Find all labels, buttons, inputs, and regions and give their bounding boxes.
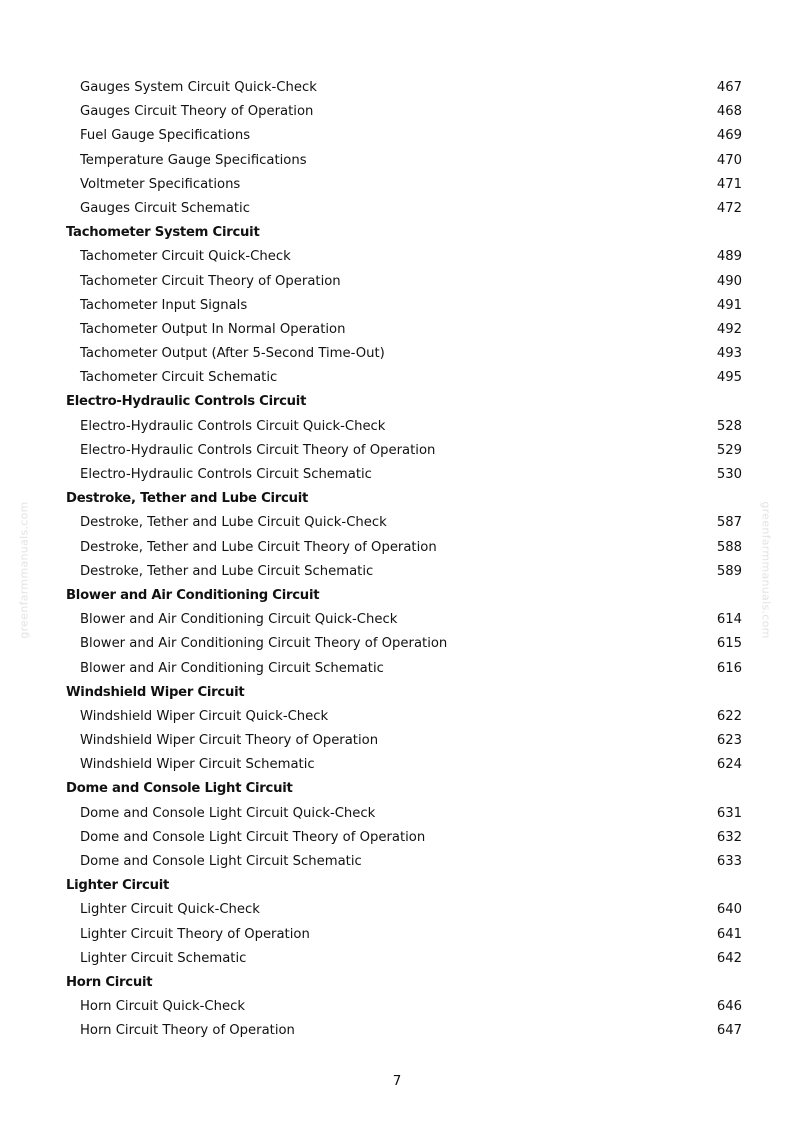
entry-title: Gauges Circuit Schematic — [80, 200, 250, 216]
toc-entry — [0, 294, 794, 318]
entry-title: Lighter Circuit Quick-Check — [80, 902, 260, 918]
toc-entry — [0, 270, 794, 294]
entry-title: Gauges System Circuit Quick-Check — [80, 80, 317, 95]
entry-page-number: 470 — [716, 152, 742, 168]
entry-title: Lighter Circuit Schematic — [80, 950, 247, 966]
entry-title: Blower and Air Conditioning Circuit Quick-Check — [80, 612, 398, 628]
entry-title: Windshield Wiper Circuit Schematic — [80, 757, 315, 773]
section-title: Dome and Console Light Circuit — [66, 781, 293, 797]
toc-entry — [0, 657, 794, 681]
entry-page-number: 471 — [716, 176, 742, 192]
toc-section-heading — [0, 584, 794, 608]
entry-title: Windshield Wiper Circuit Theory of Operation — [80, 733, 379, 749]
entry-title: Destroke, Tether and Lube Circuit Quick-Check — [80, 515, 387, 531]
entry-page-number: 588 — [716, 539, 742, 555]
watermark-left: greenfarmmanuals.com — [17, 501, 31, 639]
entry-title: Dome and Console Light Circuit Schematic — [80, 854, 362, 869]
toc-entry — [0, 898, 794, 922]
toc-entry — [0, 173, 794, 197]
section-title: Blower and Air Conditioning Circuit — [66, 587, 320, 603]
section-title: Windshield Wiper Circuit — [66, 684, 245, 700]
toc-entry — [0, 705, 794, 729]
toc-entry — [0, 439, 794, 463]
entry-page-number: 632 — [716, 829, 742, 845]
entry-title: Horn Circuit Quick-Check — [80, 999, 245, 1015]
toc-entry — [0, 197, 794, 221]
toc-section-heading — [0, 681, 794, 705]
entry-title: Dome and Console Light Circuit Quick-Check — [80, 805, 376, 821]
entry-title: Electro-Hydraulic Controls Circuit Schematic — [80, 467, 372, 482]
entry-title: Dome and Console Light Circuit Theory of Operation — [80, 829, 426, 845]
toc-entry — [0, 850, 794, 874]
section-title: Destroke, Tether and Lube Circuit — [66, 491, 309, 507]
entry-page-number: 468 — [716, 104, 742, 120]
entry-page-number: 530 — [716, 467, 742, 482]
toc-entry — [0, 415, 794, 439]
toc-entry — [0, 318, 794, 342]
entry-title: Tachometer Input Signals — [80, 297, 248, 313]
entry-page-number: 529 — [716, 442, 742, 458]
toc-entry — [0, 608, 794, 632]
entry-title: Gauges Circuit Theory of Operation — [80, 104, 314, 120]
entry-page-number: 491 — [716, 297, 742, 313]
section-title: Horn Circuit — [66, 974, 153, 990]
entry-page-number: 647 — [716, 1023, 742, 1039]
toc-entry — [0, 995, 794, 1019]
entry-title: Horn Circuit Theory of Operation — [80, 1023, 295, 1039]
entry-title: Temperature Gauge Specifications — [80, 152, 307, 168]
toc-entry — [0, 366, 794, 390]
table-of-contents — [0, 76, 794, 1044]
toc-entry — [0, 729, 794, 753]
entry-title: Blower and Air Conditioning Circuit Theory of Operation — [80, 636, 448, 652]
entry-title: Tachometer Output In Normal Operation — [80, 321, 346, 337]
entry-page-number: 587 — [716, 515, 742, 531]
toc-entry — [0, 802, 794, 826]
toc-section-heading — [0, 874, 794, 898]
toc-entry — [0, 947, 794, 971]
entry-page-number: 631 — [716, 805, 742, 821]
section-title: Tachometer System Circuit — [66, 225, 260, 241]
toc-section-heading — [0, 777, 794, 801]
entry-page-number: 633 — [716, 854, 742, 869]
toc-entry — [0, 753, 794, 777]
toc-entry — [0, 826, 794, 850]
entry-title: Electro-Hydraulic Controls Circuit Quick-Check — [80, 418, 386, 434]
toc-section-heading — [0, 221, 794, 245]
entry-title: Voltmeter Specifications — [80, 176, 241, 192]
entry-page-number: 495 — [716, 370, 742, 386]
section-title: Electro-Hydraulic Controls Circuit — [66, 394, 307, 410]
entry-page-number: 472 — [716, 200, 742, 216]
toc-entry — [0, 560, 794, 584]
toc-entry — [0, 511, 794, 535]
toc-entry — [0, 124, 794, 148]
page-number: 7 — [392, 1073, 402, 1089]
entry-title: Electro-Hydraulic Controls Circuit Theory of Operation — [80, 442, 436, 458]
toc-entry — [0, 1019, 794, 1043]
entry-title: Blower and Air Conditioning Circuit Schematic — [80, 660, 384, 676]
entry-page-number: 492 — [716, 321, 742, 337]
entry-page-number: 489 — [716, 249, 742, 265]
toc-entry — [0, 923, 794, 947]
entry-title: Tachometer Circuit Theory of Operation — [80, 273, 341, 289]
toc-section-heading — [0, 971, 794, 995]
entry-page-number: 640 — [716, 902, 742, 918]
toc-entry — [0, 463, 794, 487]
entry-page-number: 623 — [716, 733, 742, 749]
entry-title: Tachometer Circuit Schematic — [80, 370, 278, 386]
entry-title: Windshield Wiper Circuit Quick-Check — [80, 708, 329, 724]
entry-title: Destroke, Tether and Lube Circuit Schematic — [80, 563, 374, 579]
toc-entry — [0, 632, 794, 656]
entry-title: Destroke, Tether and Lube Circuit Theory of Operation — [80, 539, 437, 555]
entry-title: Fuel Gauge Specifications — [80, 128, 251, 144]
entry-page-number: 528 — [716, 418, 742, 434]
entry-page-number: 616 — [716, 660, 742, 676]
entry-page-number: 614 — [716, 612, 742, 628]
toc-section-heading — [0, 390, 794, 414]
watermark-right: greenfarmmanuals.com — [759, 501, 773, 639]
entry-page-number: 646 — [716, 999, 742, 1015]
entry-page-number: 467 — [716, 80, 742, 95]
toc-section-heading — [0, 487, 794, 511]
entry-page-number: 624 — [716, 757, 742, 773]
entry-page-number: 589 — [716, 563, 742, 579]
entry-title: Tachometer Output (After 5-Second Time-Out) — [80, 346, 385, 362]
entry-page-number: 615 — [716, 636, 742, 652]
entry-page-number: 642 — [716, 950, 742, 966]
toc-entry — [0, 100, 794, 124]
toc-entry — [0, 342, 794, 366]
toc-entry — [0, 245, 794, 269]
toc-entry — [0, 149, 794, 173]
toc-entry — [0, 536, 794, 560]
entry-page-number: 469 — [716, 128, 742, 144]
entry-title: Lighter Circuit Theory of Operation — [80, 926, 310, 942]
entry-page-number: 641 — [716, 926, 742, 942]
entry-title: Tachometer Circuit Quick-Check — [80, 249, 291, 265]
entry-page-number: 622 — [716, 708, 742, 724]
section-title: Lighter Circuit — [66, 878, 170, 894]
entry-page-number: 490 — [716, 273, 742, 289]
entry-page-number: 493 — [716, 346, 742, 362]
toc-entry — [0, 76, 794, 100]
